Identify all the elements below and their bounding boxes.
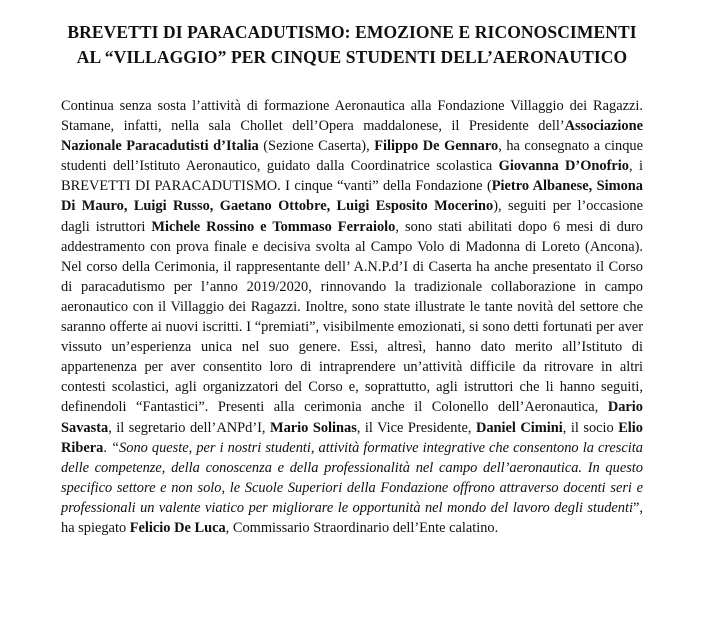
body-text-segment: . bbox=[103, 439, 112, 456]
person-name: Filippo De Gennaro bbox=[374, 138, 499, 155]
headline-line-2: AL “VILLAGGIO” PER CINQUE STUDENTI DELL’AERONAUTICO bbox=[76, 47, 628, 67]
body-text-segment: , ha consegnato a cinque studenti dell’Istituto Aeronautico, guidato dalla Coordinatrice scolastica bbox=[61, 138, 643, 175]
organization-name: Associazione Nazionale Paracadutisti d’Italia bbox=[61, 118, 643, 155]
article-headline bbox=[40, 20, 664, 70]
body-text-segment: , il socio bbox=[562, 419, 619, 436]
body-text-segment: (Sezione Caserta), bbox=[258, 138, 375, 155]
body-text-segment: , il Vice Presidente, bbox=[356, 419, 476, 436]
headline-line-1: BREVETTI DI PARACADUTISMO: EMOZIONE E RICONOSCIMENTI bbox=[67, 22, 637, 42]
body-text-segment: Continua senza sosta l’attività di formazione Aeronautica alla Fondazione Villaggio dei Ragazzi. Stamane, infatti, nella sala Chollet dell’Opera maddalonese, il Presidente dell’ bbox=[61, 98, 643, 135]
body-text-segment: ), seguiti per l’occasione dagli istruttori bbox=[61, 198, 643, 235]
quote-text: “Sono queste, per i nostri studenti, attività formative integrative che consentono la crescita delle competenze, della conoscenza e della professionalità nel campo dell’aeronautica. In questo specifico settore e non solo, le Scuole Superiori della Fondazione offrono attraverso docenti seri e professionali un valente viatico per migliorare le opportunità nel mondo del lavoro degli studenti bbox=[61, 439, 643, 516]
person-name: Daniel Cimini bbox=[475, 419, 563, 436]
article-body bbox=[61, 96, 643, 538]
person-name: Felicio De Luca bbox=[129, 519, 226, 536]
body-text-segment: , i BREVETTI DI PARACADUTISMO. I cinque “vanti” della Fondazione ( bbox=[61, 158, 643, 195]
body-text-segment: , sono stati abilitati dopo 6 mesi di duro addestramento con prova finale e decisiva svolta al Campo Volo di Madonna di Loreto (Ancona). Nel corso della Cerimonia, il rappresentante dell’ A.N.P.d’I di Caserta ha anche presentato il Corso di paracadutismo per l’anno 2019/2020, rinnovando la tradizionale collaborazione in campo aeronautico con il Villaggio dei Ragazzi. Inoltre, sono state illustrate le tante novità del settore che saranno offerte ai nuovi iscritti. I “premiati”, visibilmente emozionati, si sono detti fortunati per aver vissuto un’esperienza unica nel suo genere. Essi, altresì, hanno dato merito all’Istituto di appartenenza per aver consentito loro di intraprendere un’attività difficile da ritrovare in altri contesti scolastici, agli organizzatori del Corso e, soprattutto, agli istruttori che li hanno seguiti, definendoli “Fantastici”. Presenti alla cerimonia anche il Colonello dell’Aeronautica, bbox=[61, 218, 643, 416]
body-text-segment: , il segretario dell’ANPd’I, bbox=[108, 419, 270, 436]
person-name: Elio Ribera bbox=[61, 419, 643, 456]
person-name: Giovanna D’Onofrio bbox=[498, 158, 629, 175]
student-names: Pietro Albanese, Simona Di Mauro, Luigi Russo, Gaetano Ottobre, Luigi Esposito Mocerino bbox=[61, 178, 643, 215]
body-text-segment: ”, ha spiegato bbox=[61, 499, 643, 536]
instructor-names: Michele Rossino e Tommaso Ferraiolo bbox=[151, 218, 396, 235]
person-name: Mario Solinas bbox=[269, 419, 357, 436]
body-text-segment: , Commissario Straordinario dell’Ente calatino. bbox=[225, 519, 499, 536]
person-name: Dario Savasta bbox=[61, 399, 643, 436]
